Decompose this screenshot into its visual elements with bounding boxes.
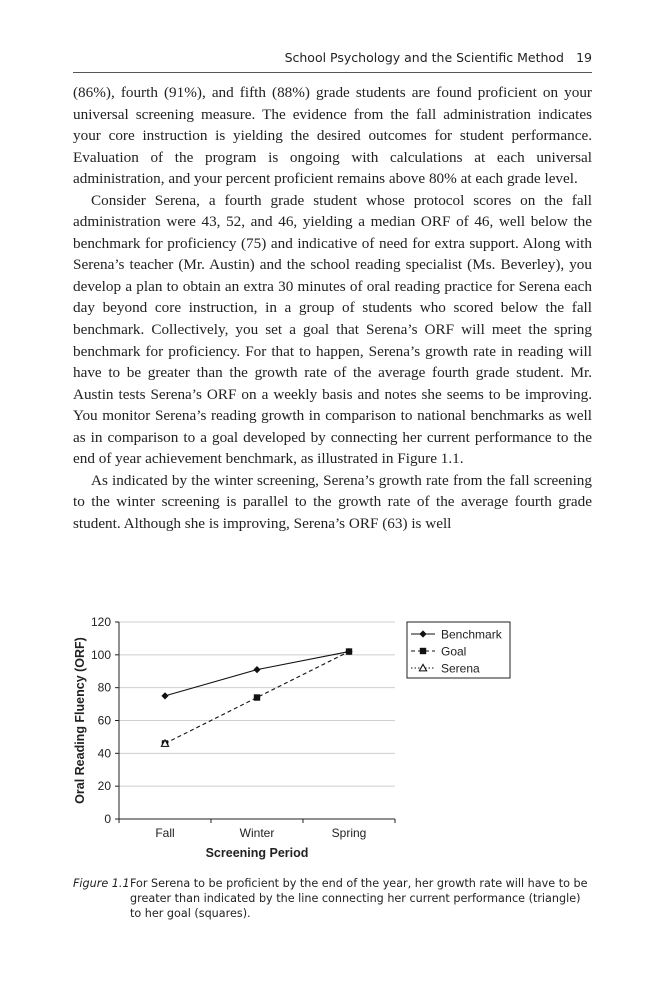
body-text xyxy=(73,82,592,534)
x-tick-label: Fall xyxy=(155,826,175,840)
page-number: 19 xyxy=(576,50,592,65)
orf-line-chart xyxy=(66,606,566,866)
figure-caption xyxy=(73,876,592,921)
goal-point xyxy=(254,694,260,700)
y-tick-label: 0 xyxy=(104,812,111,826)
running-head xyxy=(73,50,592,73)
y-tick-label: 40 xyxy=(97,746,111,761)
goal-point xyxy=(346,648,352,654)
y-tick-label: 20 xyxy=(97,779,111,794)
y-tick-label: 120 xyxy=(90,615,111,629)
grid-lines xyxy=(119,622,395,786)
legend-label-benchmark: Benchmark xyxy=(441,627,502,642)
legend-marker-goal xyxy=(420,648,426,654)
x-tick-label: Spring xyxy=(331,826,367,840)
y-axis-title: Oral Reading Fluency (ORF) xyxy=(73,637,87,804)
caption-label: Figure 1.1 xyxy=(73,877,130,890)
figure-orf-chart xyxy=(66,606,566,866)
legend xyxy=(407,622,510,678)
y-tick-label: 80 xyxy=(97,680,111,695)
y-tick-label: 60 xyxy=(97,713,111,728)
series xyxy=(161,648,352,747)
x-tick-label: Winter xyxy=(239,826,275,840)
benchmark-line xyxy=(165,652,349,696)
paragraph-2: Consider Serena, a fourth grade student whose protocol scores on the fall administration were 43, 52, and 46, yielding a median ORF of 46, well below the benchmark for proficiency (75) and indicative of need for extra support. Along with Serena’s teacher (Mr. Austin) and the school reading specialist (Ms. Beverley), you develop a plan to obtain an extra 30 minutes of oral reading practice for Serena each day beyond core instruction, in a group of students who scored below the fall benchmark. Collectively, you set a goal that Serena’s ORF will meet the spring benchmark for proficiency. For that to happen, Serena’s growth rate in reading will have to be greater than the growth rate of the average fourth grade student. Mr. Austin tests Serena’s ORF on a weekly basis and notes she seems to be improving. You monitor Serena’s reading growth in comparison to national benchmarks as well as in comparison to a goal developed by connecting her current performance to the end of year achievement benchmark, as illustrated in Figure 1.1. xyxy=(73,191,592,468)
paragraph-1: (86%), fourth (91%), and fifth (88%) grade students are found proficient on your universal screening measure. The evidence from the fall administration indicates your core instruction is yielding the desired outcomes for student performance. Evaluation of the program is ongoing with calculations at each universal administration, and your percent proficient remains above 80% at each grade level. xyxy=(73,84,592,188)
benchmark-point xyxy=(161,692,168,699)
y-tick-label: 100 xyxy=(90,647,111,662)
paragraph-3: As indicated by the winter screening, Serena’s growth rate from the fall screening to the winter screening is parallel to the growth rate of the average fourth grade student. Although she is improving, Serena’s ORF (63) is well xyxy=(73,471,592,532)
legend-label-goal: Goal xyxy=(441,644,467,659)
x-axis-title: Screening Period xyxy=(205,846,309,860)
legend-label-serena: Serena xyxy=(441,661,480,676)
benchmark-point xyxy=(253,666,260,673)
running-head-title: School Psychology and the Scientific Method xyxy=(284,50,564,65)
caption-text: For Serena to be proficient by the end of the year, her growth rate will have to be greater than indicated by the line connecting her current performance (triangle) to her goal (squares). xyxy=(130,877,588,920)
